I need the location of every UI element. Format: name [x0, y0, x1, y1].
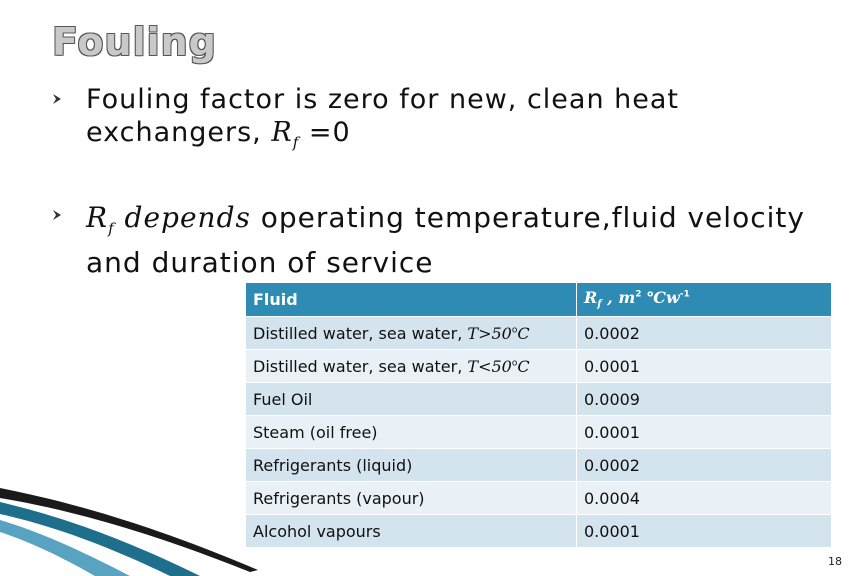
bullet-1-line-1: Fouling factor is zero for new, clean heat [86, 84, 679, 115]
value-cell: 0.0001 [577, 416, 832, 449]
table-row [246, 416, 832, 449]
table-row [246, 317, 832, 350]
unit-sup: -1 [679, 290, 690, 301]
degree-symbol: o [647, 290, 654, 301]
fluid-cell [246, 350, 577, 383]
fouling-factor-table [245, 282, 832, 548]
header-fluid: Fluid [246, 283, 577, 317]
table-row [246, 449, 832, 482]
table-row [246, 350, 832, 383]
rf-subscript: f [108, 219, 115, 238]
value-cell: 0.0002 [577, 317, 832, 350]
rf-subscript: f [597, 299, 602, 311]
value-cell: 0.0001 [577, 350, 832, 383]
value-cell: 0.0009 [577, 383, 832, 416]
rf-symbol: R [584, 288, 598, 308]
temperature-unit: C [517, 323, 530, 343]
degree-symbol: o [511, 358, 518, 369]
fluid-cell: Steam (oil free) [246, 416, 577, 449]
unit-sup: 2 [635, 290, 642, 301]
value-cell: 0.0004 [577, 482, 832, 515]
slide-title: Fouling [52, 20, 217, 64]
bullet-2-line-1 [86, 201, 805, 246]
table-row [246, 383, 832, 416]
decorative-swoosh [0, 480, 260, 576]
fluid-cell: Refrigerants (liquid) [246, 449, 577, 482]
value-cell: 0.0001 [577, 515, 832, 548]
fluid-name: Distilled water, sea water, [253, 356, 468, 376]
fluid-name: Distilled water, sea water, [253, 323, 468, 343]
fluid-cell [246, 317, 577, 350]
temperature-condition: T>50 [467, 323, 512, 343]
page-number: 18 [828, 555, 842, 568]
header-rf [577, 283, 832, 317]
fluid-cell: Alcohol vapours [246, 515, 577, 548]
unit-part: Cw [653, 288, 680, 308]
rf-symbol: R [86, 201, 109, 234]
fluid-cell: Fuel Oil [246, 383, 577, 416]
bullet-1-text-a: exchangers, [86, 117, 272, 148]
bullet-1-line-2 [86, 116, 679, 159]
table-header-row [246, 283, 832, 317]
temperature-condition: T<50 [467, 356, 512, 376]
fluid-cell: Refrigerants (vapour) [246, 482, 577, 515]
bullet-2-text [86, 201, 805, 279]
depends-word: depends [114, 201, 251, 234]
bullet-1-text-b: =0 [299, 117, 351, 148]
unit-part: , m [601, 288, 636, 308]
bullet-arrow-icon [52, 209, 62, 221]
table-row [246, 482, 832, 515]
rf-symbol: R [271, 117, 293, 148]
degree-symbol: o [511, 325, 518, 336]
rf-subscript: f [292, 133, 300, 152]
bullet-arrow-icon [52, 93, 62, 105]
temperature-unit: C [517, 356, 530, 376]
bullet-1-text [86, 83, 679, 159]
value-cell: 0.0002 [577, 449, 832, 482]
table-row [246, 515, 832, 548]
bullet-2-line-2: and duration of service [86, 245, 434, 279]
bullet-2-rest: operating temperature,fluid velocity [250, 201, 805, 234]
